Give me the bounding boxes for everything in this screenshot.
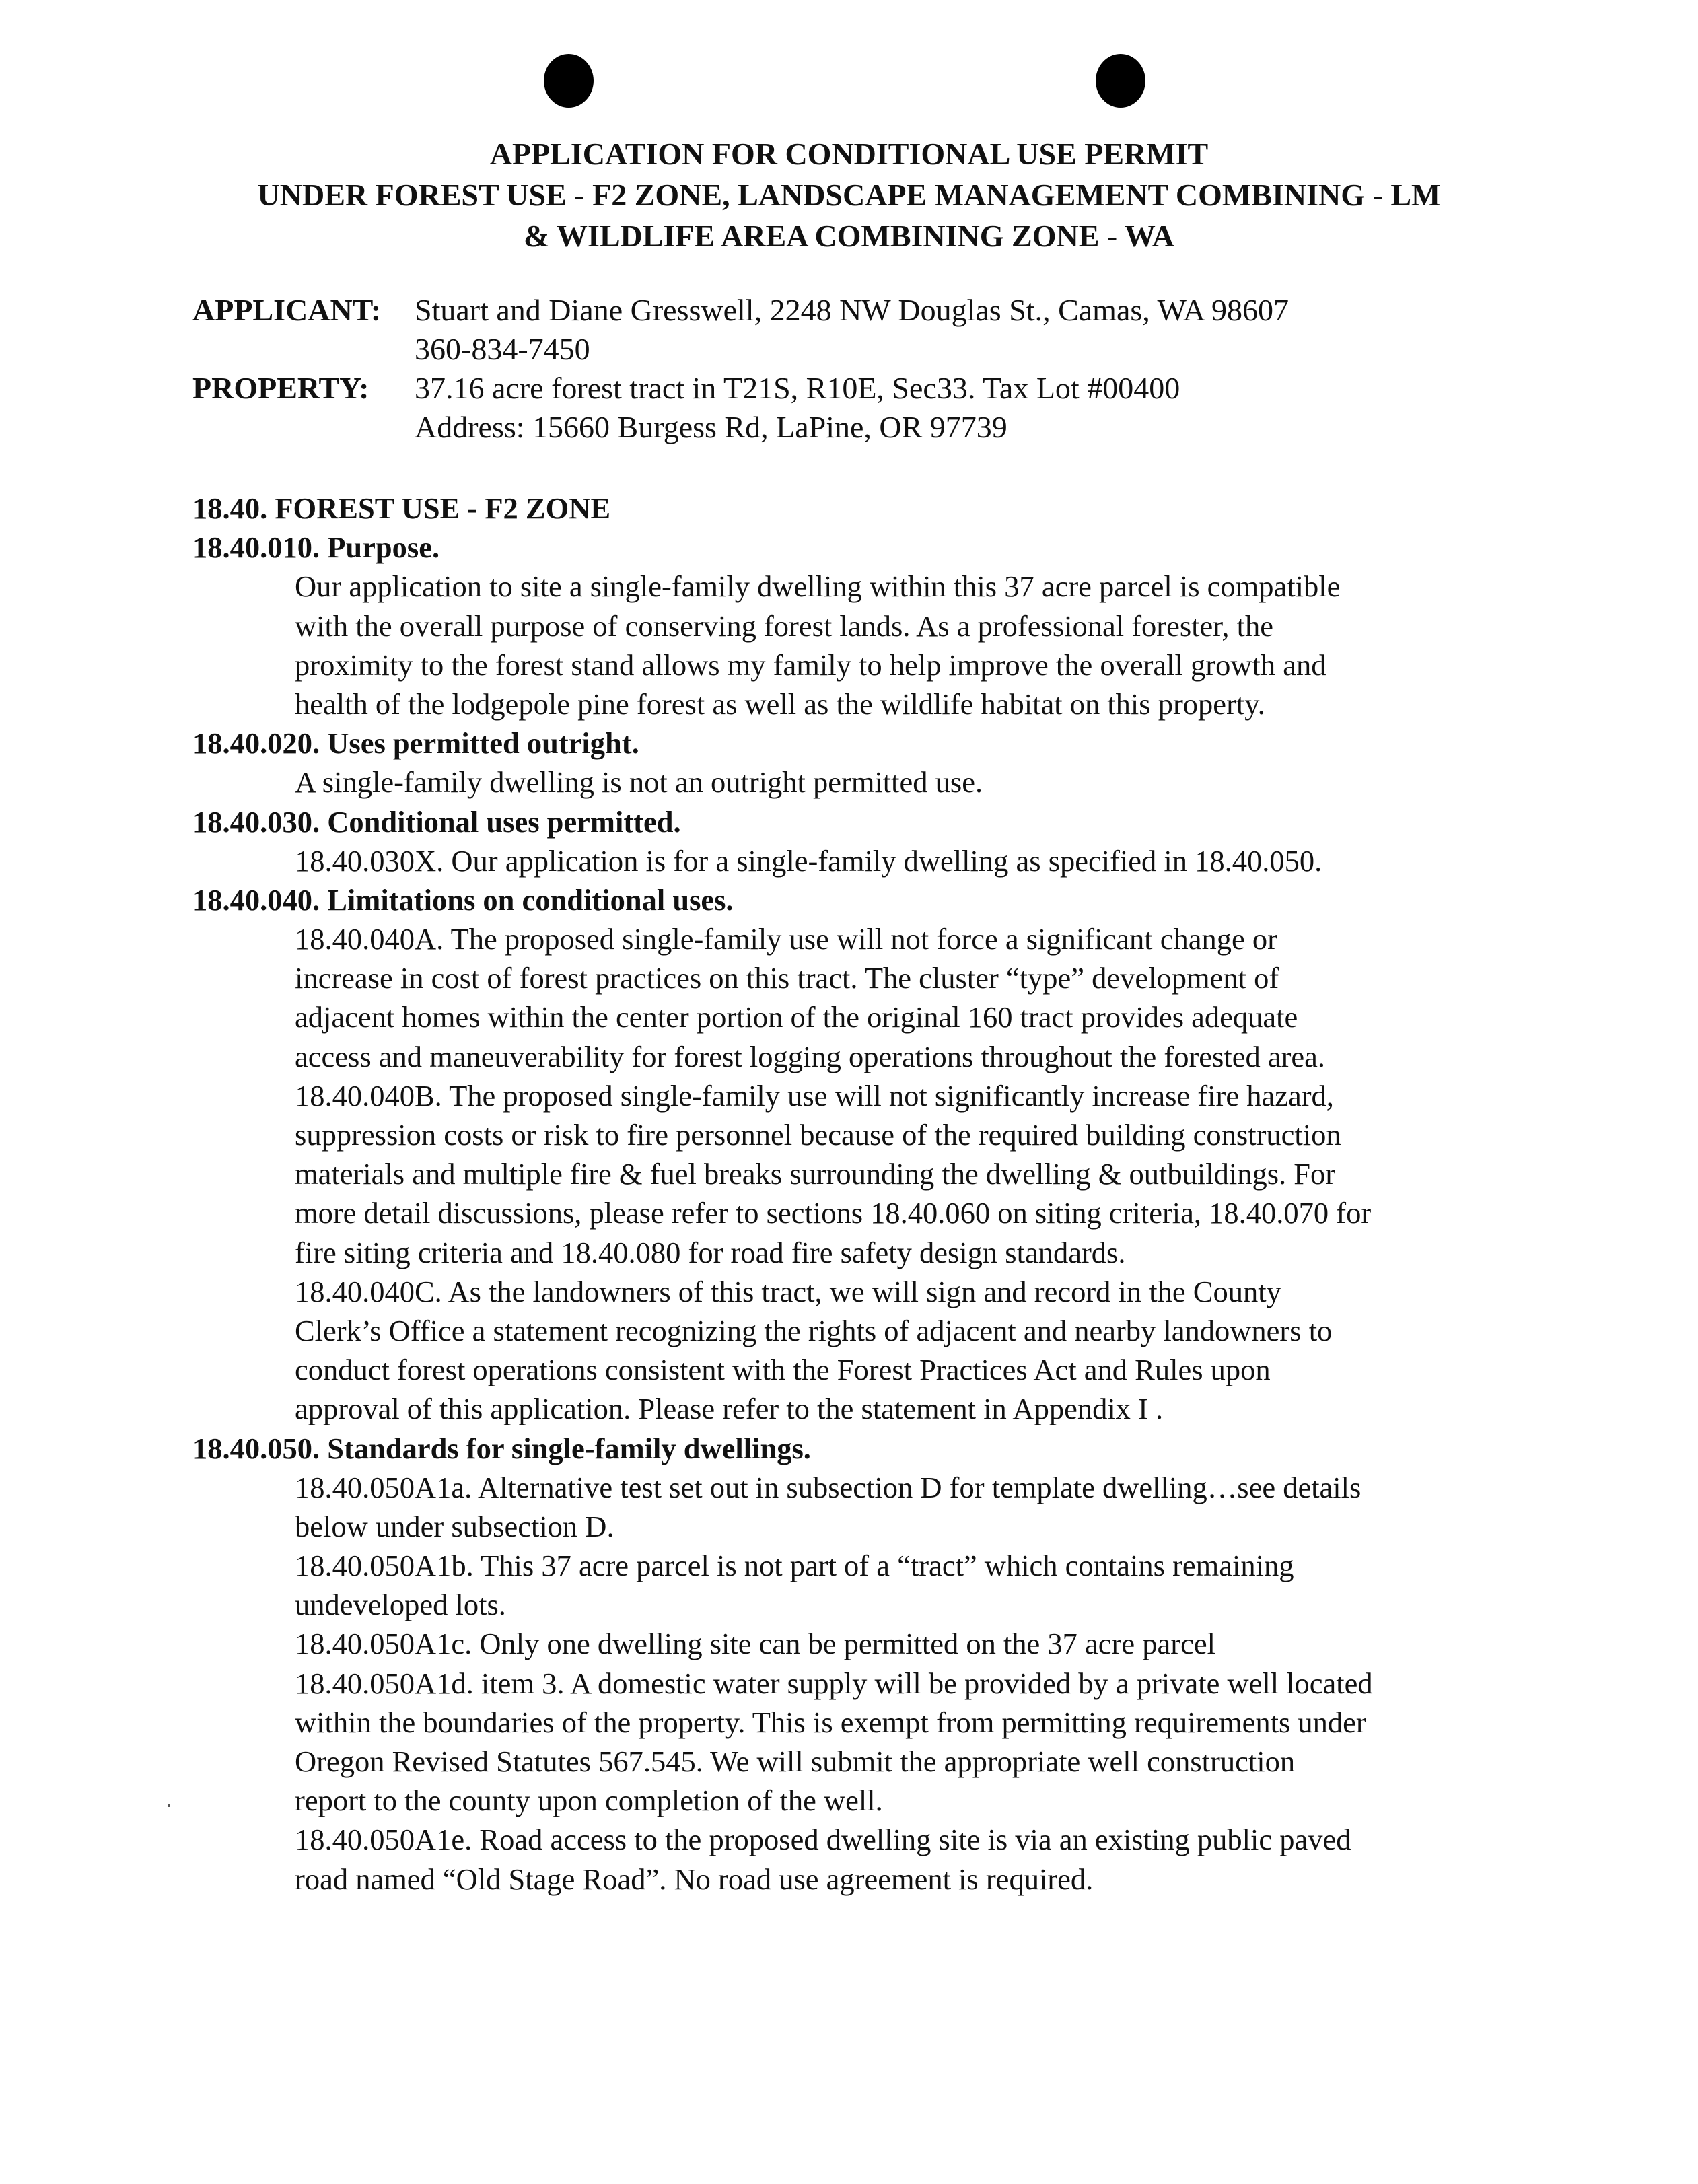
punch-hole-icon <box>544 54 594 108</box>
document-body <box>192 489 1538 1899</box>
body-line: 18.40.040C. As the landowners of this tract, we will sign and record in the County <box>295 1274 1281 1308</box>
body-line: suppression costs or risk to fire personnel because of the required building construction <box>295 1118 1341 1152</box>
body-line: increase in cost of forest practices on this tract. The cluster “type” development of <box>295 961 1279 995</box>
body-line: more detail discussions, please refer to sections 18.40.060 on siting criteria, 18.40.070 for <box>295 1196 1372 1230</box>
property-label: PROPERTY: <box>192 371 369 405</box>
applicant-phone: 360-834-7450 <box>415 332 590 366</box>
section-heading: 18.40.020. Uses permitted outright. <box>192 726 639 761</box>
body-line: 18.40.030X. Our application is for a single-family dwelling as specified in 18.40.050. <box>295 843 1322 878</box>
section-heading: 18.40.040. Limitations on conditional uses. <box>192 882 734 917</box>
section-heading: 18.40.050. Standards for single-family dwellings. <box>192 1431 811 1465</box>
property-address: Address: 15660 Burgess Rd, LaPine, OR 97739 <box>415 410 1007 444</box>
body-line: fire siting criteria and 18.40.080 for road fire safety design standards. <box>295 1235 1126 1269</box>
punch-hole-icon <box>1096 54 1145 108</box>
body-line: materials and multiple fire & fuel breaks surrounding the dwelling & outbuildings. For <box>295 1157 1336 1191</box>
body-line: Clerk’s Office a statement recognizing the rights of adjacent and nearby landowners to <box>295 1313 1333 1347</box>
body-line: 18.40.040A. The proposed single-family use will not force a significant change or <box>295 922 1277 956</box>
body-line: 18.40.050A1d. item 3. A domestic water supply will be provided by a private well located <box>295 1666 1373 1700</box>
body-line: within the boundaries of the property. This is exempt from permitting requirements under <box>295 1705 1366 1739</box>
applicant-value: Stuart and Diane Gresswell, 2248 NW Douglas St., Camas, WA 98607 <box>415 293 1289 327</box>
title-line-1: APPLICATION FOR CONDITIONAL USE PERMIT <box>489 137 1209 171</box>
body-line: below under subsection D. <box>295 1509 614 1543</box>
applicant-label: APPLICANT: <box>192 293 382 327</box>
body-line: proximity to the forest stand allows my family to help improve the overall growth and <box>295 647 1326 682</box>
title-line-2: UNDER FOREST USE - F2 ZONE, LANDSCAPE MANAGEMENT COMBINING - LM <box>257 178 1441 212</box>
section-heading: 18.40. FOREST USE - F2 ZONE <box>192 491 611 525</box>
document-title <box>0 133 1698 256</box>
scan-speck <box>168 1804 170 1807</box>
body-line: report to the county upon completion of the well. <box>295 1784 883 1818</box>
body-line: adjacent homes within the center portion of the original 160 tract provides adequate <box>295 1000 1298 1034</box>
body-line: road named “Old Stage Road”. No road use agreement is required. <box>295 1862 1094 1896</box>
body-line: 18.40.050A1a. Alternative test set out in subsection D for template dwelling…see details <box>295 1470 1361 1504</box>
property-value: 37.16 acre forest tract in T21S, R10E, Sec33. Tax Lot #00400 <box>415 371 1180 405</box>
section-heading: 18.40.030. Conditional uses permitted. <box>192 804 681 839</box>
section-heading: 18.40.010. Purpose. <box>192 530 440 565</box>
body-line: conduct forest operations consistent with the Forest Practices Act and Rules upon <box>295 1353 1271 1387</box>
body-line: Oregon Revised Statutes 567.545. We will submit the appropriate well construction <box>295 1745 1296 1778</box>
body-line: undeveloped lots. <box>295 1588 506 1622</box>
body-line: 18.40.040B. The proposed single-family use will not significantly increase fire hazard, <box>295 1078 1334 1113</box>
body-line: approval of this application. Please refer to the statement in Appendix I . <box>295 1392 1164 1426</box>
body-line: 18.40.050A1b. This 37 acre parcel is not part of a “tract” which contains remaining <box>295 1549 1294 1583</box>
body-line: 18.40.050A1e. Road access to the proposed dwelling site is via an existing public paved <box>295 1823 1351 1857</box>
title-line-3: & WILDLIFE AREA COMBINING ZONE - WA <box>523 219 1174 253</box>
body-line: access and maneuverability for forest logging operations throughout the forested area. <box>295 1039 1326 1073</box>
body-line: A single-family dwelling is not an outright permitted use. <box>295 765 983 800</box>
body-line: 18.40.050A1c. Only one dwelling site can be permitted on the 37 acre parcel <box>295 1627 1215 1661</box>
body-line: Our application to site a single-family dwelling within this 37 acre parcel is compatible <box>295 569 1341 604</box>
body-line: with the overall purpose of conserving forest lands. As a professional forester, the <box>295 608 1273 643</box>
body-line: health of the lodgepole pine forest as well as the wildlife habitat on this property. <box>295 686 1265 721</box>
